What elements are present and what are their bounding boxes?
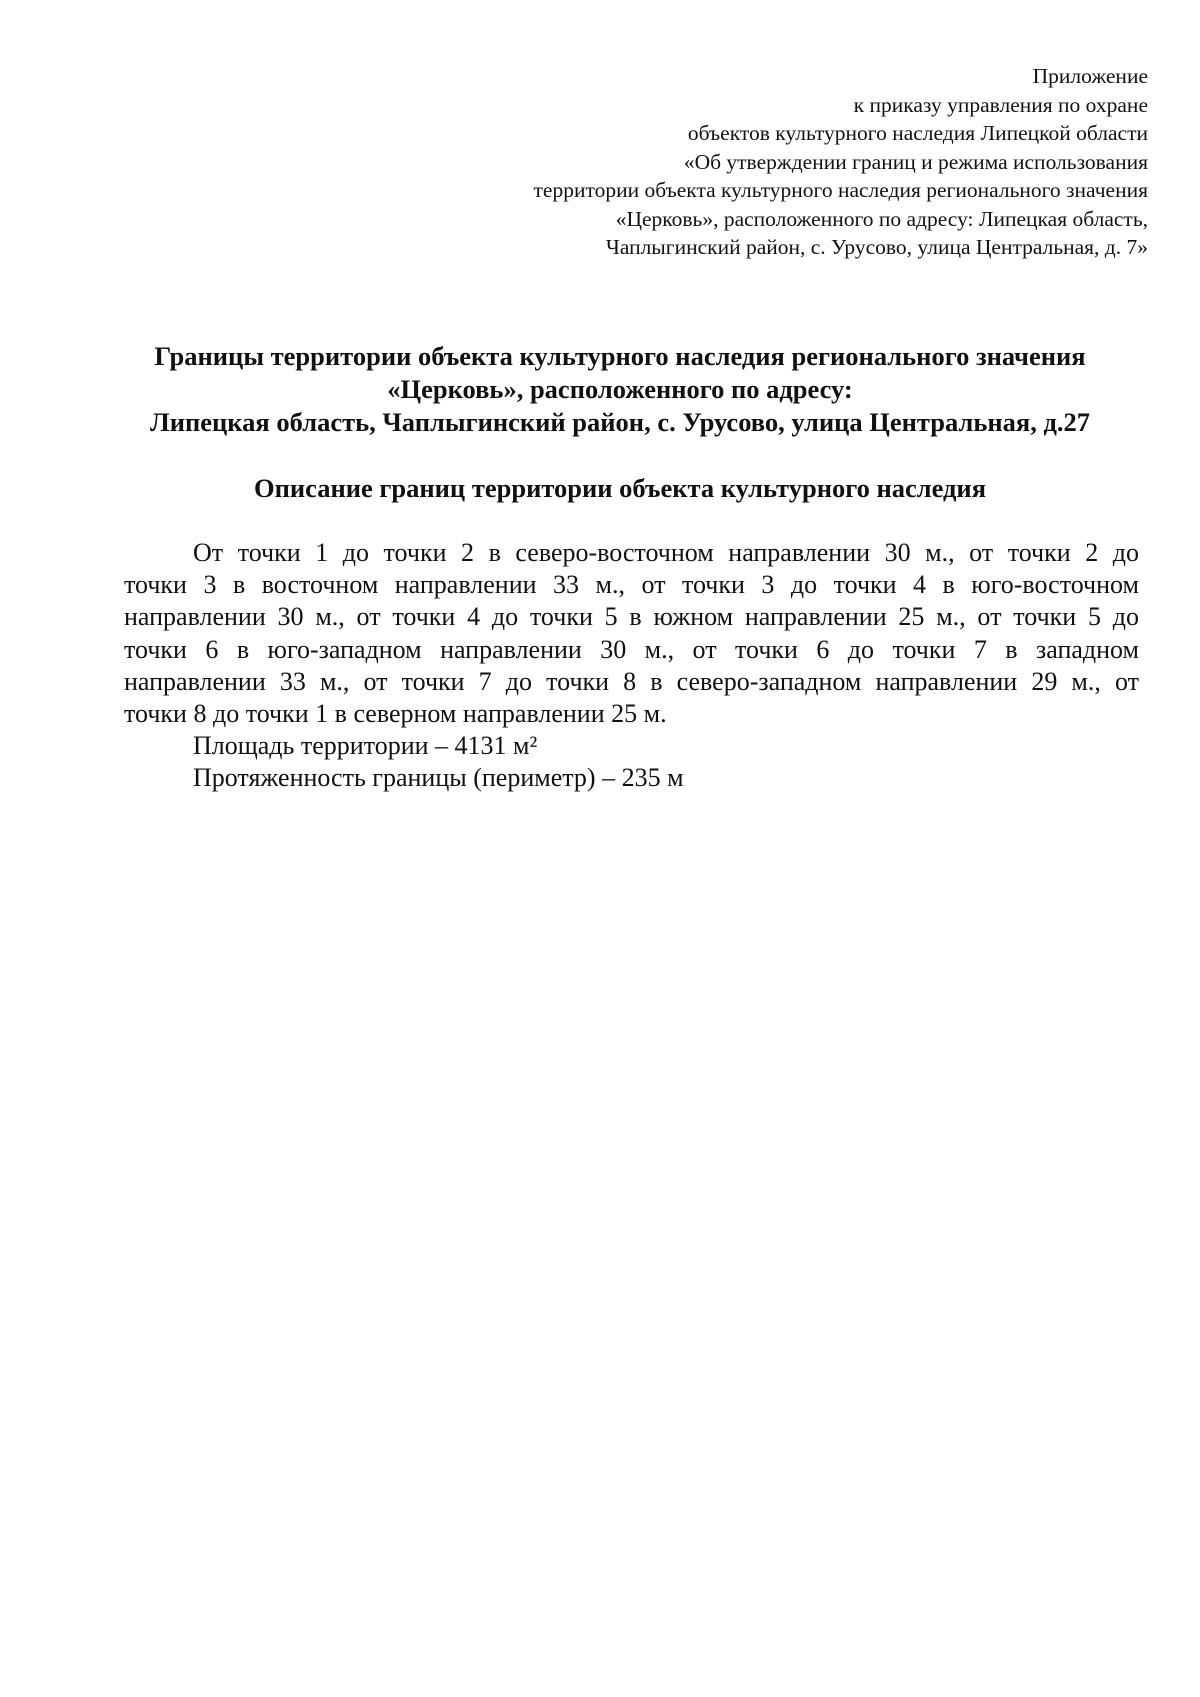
appendix-line: Чаплыгинский район, с. Урусово, улица Центральная, д. 7» xyxy=(605,235,1148,259)
appendix-line: территории объекта культурного наследия регионального значения xyxy=(533,178,1148,202)
title-line: Липецкая область, Чаплыгинский район, с. Урусово, улица Центральная, д.27 xyxy=(149,407,1091,437)
title-line: Границы территории объекта культурного наследия регионального значения xyxy=(154,341,1086,371)
appendix-line: Приложение xyxy=(1032,64,1148,88)
description-line: точки 6 в юго-западном направлении 30 м., от точки 6 до точки 7 в западном xyxy=(124,634,1139,664)
appendix-line: «Церковь», расположенного по адресу: Липецкая область, xyxy=(615,206,1148,231)
boundary-description xyxy=(124,537,1139,795)
description-line: От точки 1 до точки 2 в северо-восточном направлении 30 м., от точки 2 до xyxy=(193,538,1139,567)
appendix-line: «Об утверждении границ и режима использования xyxy=(683,149,1148,174)
description-line: точки 8 до точки 1 в северном направлении 25 м. xyxy=(124,699,667,729)
territory-area: Площадь территории – 4131 м² xyxy=(193,731,538,761)
appendix-line: объектов культурного наследия Липецкой области xyxy=(687,121,1148,145)
appendix-header xyxy=(388,62,1148,262)
boundary-perimeter: Протяженность границы (периметр) – 235 м xyxy=(193,763,684,793)
title-line: «Церковь», расположенного по адресу: xyxy=(387,374,853,404)
section-heading: Описание границ территории объекта культурного наследия xyxy=(253,473,987,503)
description-line: точки 3 в восточном направлении 33 м., от точки 3 до точки 4 в юго-восточном xyxy=(124,570,1139,600)
appendix-line: к приказу управления по охране xyxy=(853,92,1148,117)
document-title xyxy=(100,340,1140,439)
description-line: направлении 33 м., от точки 7 до точки 8 в северо-западном направлении 29 м., от xyxy=(124,666,1139,696)
description-line: направлении 30 м., от точки 4 до точки 5 в южном направлении 25 м., от точки 5 до xyxy=(124,602,1139,632)
